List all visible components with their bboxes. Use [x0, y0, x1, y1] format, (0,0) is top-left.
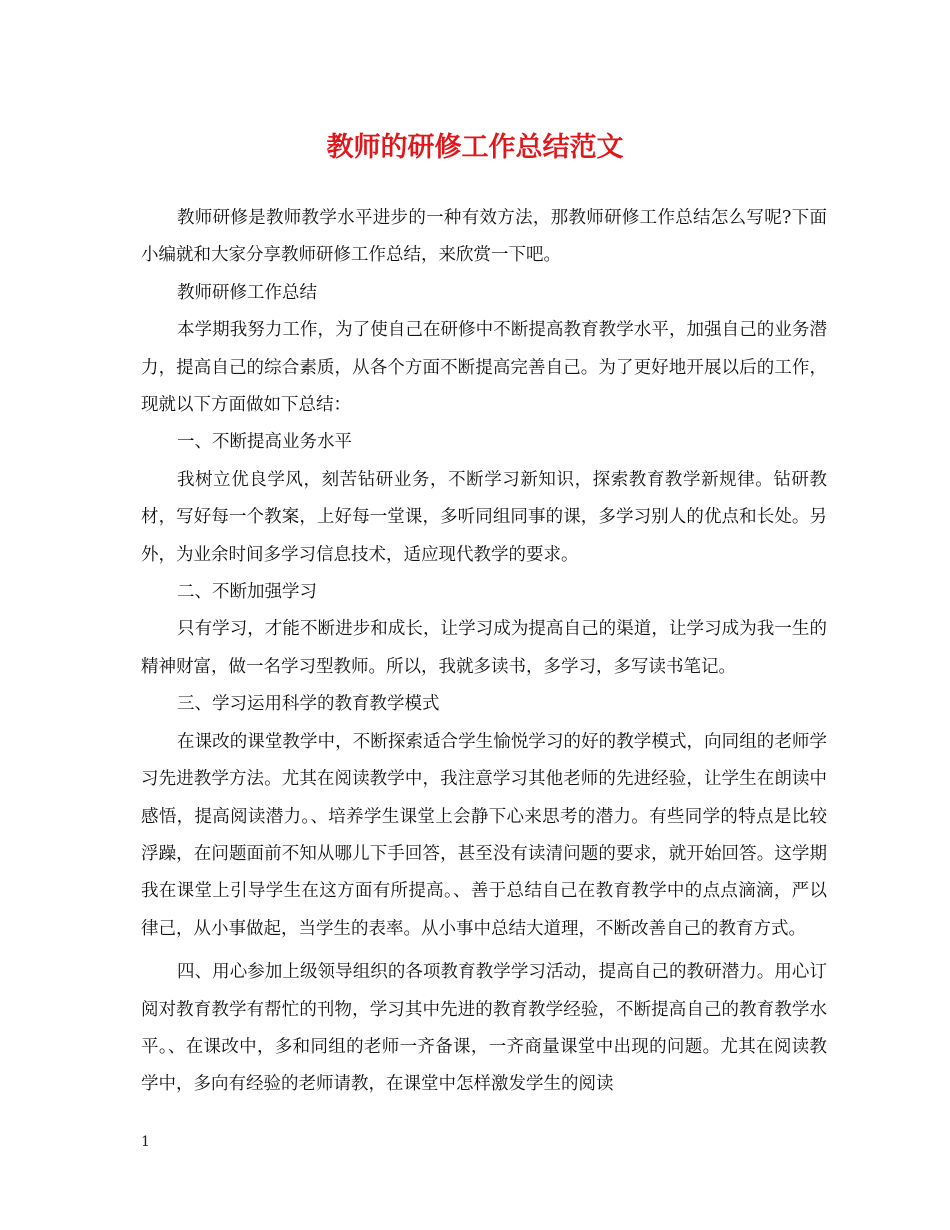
section-heading-4-paragraph: 四、用心参加上级领导组织的各项教育教学学习活动，提高自己的教研潜力。用心订阅对教育教学有帮忙的刊物，学习其中先进的教育教学经验，不断提高自己的教育教学水平。、在课改中，多和同组的老师一齐备课，一齐商量课堂中出现的问题。尤其在阅读教学中，多向有经验的老师请教，在课堂中怎样激发学生的阅读 [141, 962, 827, 1095]
page-number: 1 [141, 1134, 150, 1150]
subtitle-paragraph: 教师研修工作总结 [177, 282, 317, 303]
section-heading-2: 二、不断加强学习 [177, 582, 317, 603]
body-paragraph: 只有学习，才能不断进步和成长，让学习成为提高自己的渠道，让学习成为我一生的精神财富，做一名学习型教师。所以，我就多读书，多学习，多写读书笔记。 [141, 619, 827, 677]
body-paragraph: 在课改的课堂教学中，不断探索适合学生愉悦学习的好的教学模式，向同组的老师学习先进教学方法。尤其在阅读教学中，我注意学习其他老师的先进经验，让学生在朗读中感悟，提高阅读潜力。、培养学生课堂上会静下心来思考的潜力。有些同学的特点是比较浮躁，在问题面前不知从哪儿下手回答，甚至没有读清问题的要求，就开始回答。这学期我在课堂上引导学生在这方面有所提高。、善于总结自己在教育教学中的点点滴滴，严以律己，从小事做起，当学生的表率。从小事中总结大道理，不断改善自己的教育方式。 [141, 731, 827, 939]
body-paragraph: 本学期我努力工作，为了使自己在研修中不断提高教育教学水平，加强自己的业务潜力，提高自己的综合素质，从各个方面不断提高完善自己。为了更好地开展以后的工作，现就以下方面做如下总结： [141, 320, 827, 416]
body-paragraph: 我树立优良学风，刻苦钻研业务，不断学习新知识，探索教育教学新规律。钻研教材，写好每一个教案，上好每一堂课，多听同组同事的课，多学习别人的优点和长处。另外，为业余时间多学习信息技术，适应现代教学的要求。 [141, 469, 827, 565]
section-heading-1: 一、不断提高业务水平 [177, 432, 352, 453]
section-heading-3: 三、学习运用科学的教育教学模式 [177, 694, 440, 715]
intro-paragraph: 教师研修是教师教学水平进步的一种有效方法，那教师研修工作总结怎么写呢?下面小编就和大家分享教师研修工作总结，来欣赏一下吧。 [141, 208, 827, 266]
document-title: 教师的研修工作总结范文 [326, 132, 624, 163]
document-body [141, 200, 827, 1104]
